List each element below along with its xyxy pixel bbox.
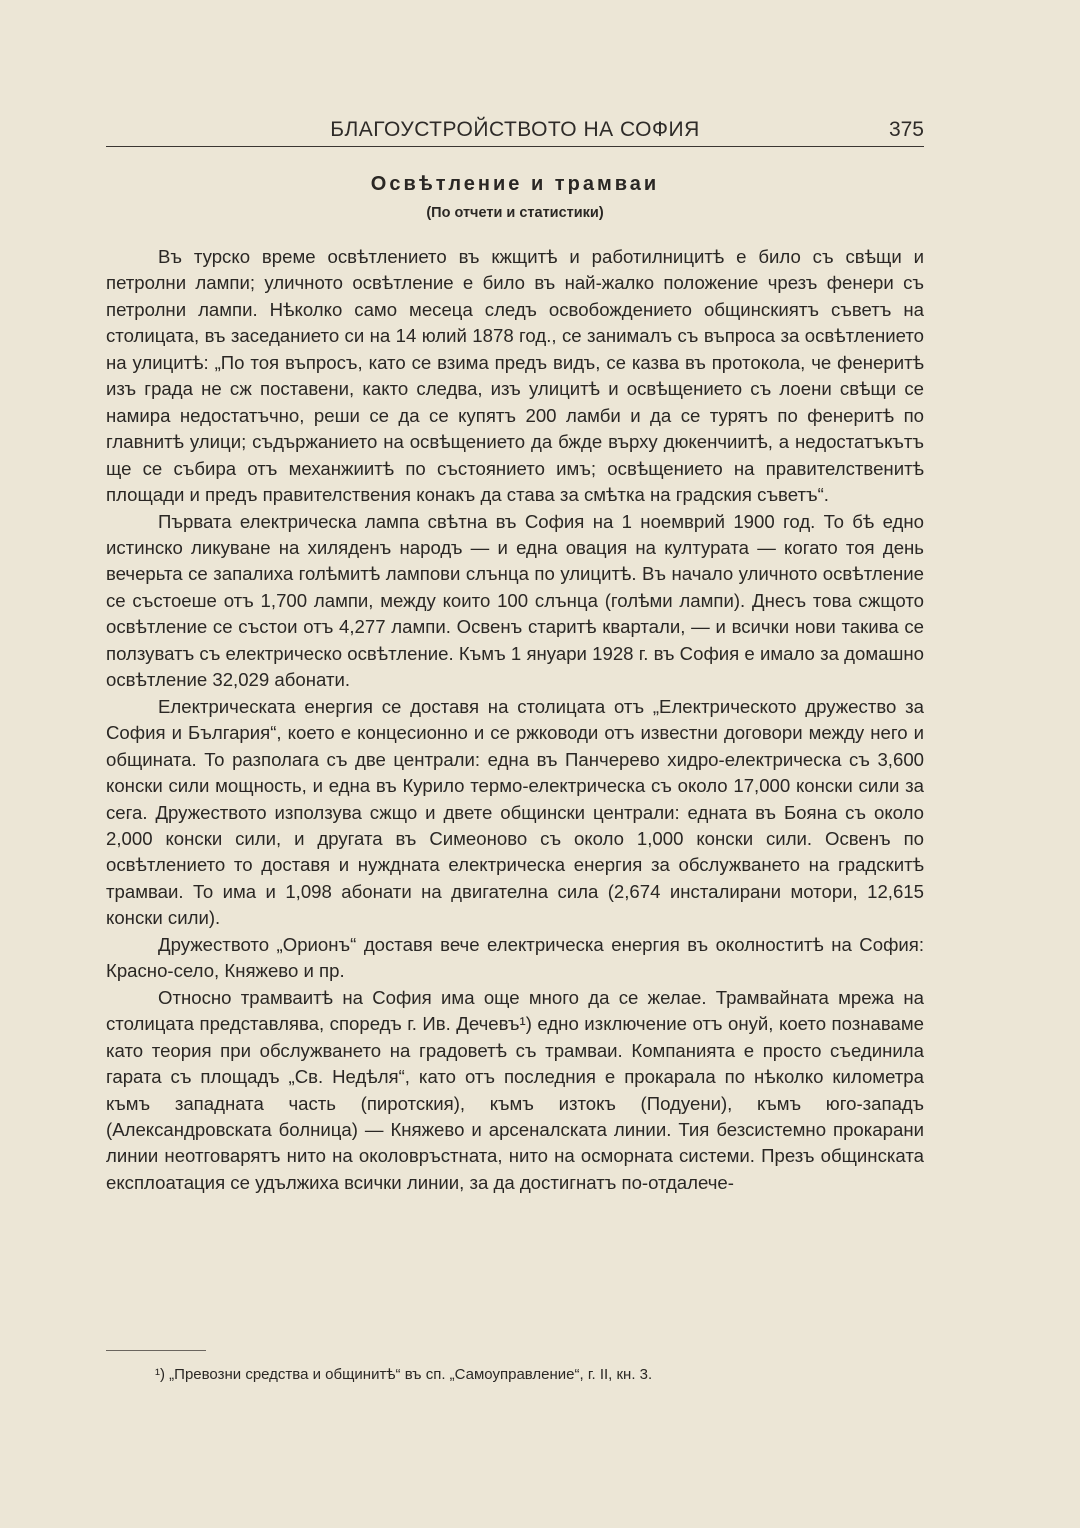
running-header	[106, 116, 924, 147]
running-title: БЛАГОУСТРОЙСТВОТО НА СОФИЯ	[330, 118, 700, 141]
footnote-text: „Превозни средства и общинитѣ“ въ сп. „Самоуправление“, г. II, кн. 3.	[169, 1366, 653, 1383]
paragraph-street-lighting-history: Въ турско време освѣтлението въ кжщитѣ и работилницитѣ е било съ свѣщи и петролни лампи; уличното освѣтление е било въ най-жалко положение чрезъ фенери съ петролни лампи. Нѣколко само месеца следъ освобождението общинскиятъ съветъ на столицата, въ заседанието си на 14 юлий 1878 год., се занималъ съ въпроса за освѣтлението на улицитѣ: „По тоя въпросъ, като се взима предъ видъ, се казва въ протокола, че фенеритѣ изъ града не сж поставени, както следва, изъ улицитѣ и освѣщението съ лоени свѣщи се намира недостатъчно, реши се да се купятъ 200 ламби и да се турятъ по фенеритѣ по главнитѣ улици; съдържанието на освѣщението да бжде върху дюкенчиитѣ, а недостатъкътъ ще се събира отъ механжиитѣ по състоянието имъ; освѣщението на правителственитѣ площади и предъ правителствения конакъ да става за смѣтка на градския съветъ“.	[106, 246, 924, 506]
footnote-divider	[106, 1350, 206, 1351]
paragraph-first-electric-lamp: Първата електрическа лампа свѣтна въ София на 1 ноемврий 1900 год. То бѣ едно истинско ликуване на хиляденъ народъ — и една овация на културата — когато тоя день вечерьта се запалиха голѣмитѣ лампови слънца по улицитѣ. Въ начало уличното освѣтление се състоеше отъ 1,700 лампи, между които 100 слънца (голѣми лампи). Днесъ това сжщото освѣтление се състои отъ 4,277 лампи. Освенъ старитѣ квартали, — и всички нови такива се ползуватъ съ електрическо освѣтление. Къмъ 1 януари 1928 г. въ София е имало за домашно освѣтление 32,029 абонати.	[106, 510, 924, 691]
paragraph-orion-company: Дружеството „Орионъ“ доставя вече електрическа енергия въ околноститѣ на София: Красно-село, Княжево и пр.	[106, 933, 924, 982]
footnote-marker: ¹)	[155, 1366, 165, 1383]
paragraph-tramways: Относно трамваитѣ на София има още много да се желае. Трамвайната мрежа на столицата представлява, споредъ г. Ив. Дечевъ¹) едно изключение отъ онуй, което познаваме като теория при обслужването на градоветѣ съ трамваи. Компанията е просто съединила гарата съ площадъ „Св. Недѣля“, като отъ последния е прокарала по нѣколко километра къмъ западната часть (пиротския), къмъ изтокъ (Подуени), къмъ юго-западъ (Александровската болница) — Княжево и арсеналската линии. Тия безсистемно прокарани линии неотговарятъ нито на околовръстната, нито на осморната системи. Презъ общинската експлоатация се удължиха всички линии, за да достигнатъ по-отдалече-	[106, 986, 924, 1193]
page-number: 375	[888, 118, 924, 141]
article-body	[106, 244, 924, 1196]
footnote	[155, 1366, 915, 1383]
article-title: Освѣтление и трамваи	[370, 173, 660, 195]
article-subtitle: (По отчети и статистики)	[426, 205, 604, 221]
paragraph-electric-company: Електрическата енергия се доставя на столицата отъ „Електрическото дружество за София и България“, което е концесионно и се ржководи отъ известни договори между него и общината. То разполага съ две централи: една въ Панчерево хидро-електрическа съ 3,600 конски сили мощность, и една въ Курило термо-електрическа съ около 17,000 конски сили за сега. Дружеството използува сжщо и двете общински централи: едната въ Бояна съ около 2,000 конски сили, и другата въ Симеоново съ около 1,000 конски сили. Освенъ по освѣтлението то доставя и нуждната електрическа енергия за обслужването на градскитѣ трамваи. То има и 1,098 абонати на двигателна сила (2,674 инсталирани мотори, 12,615 конски сили).	[106, 695, 924, 929]
